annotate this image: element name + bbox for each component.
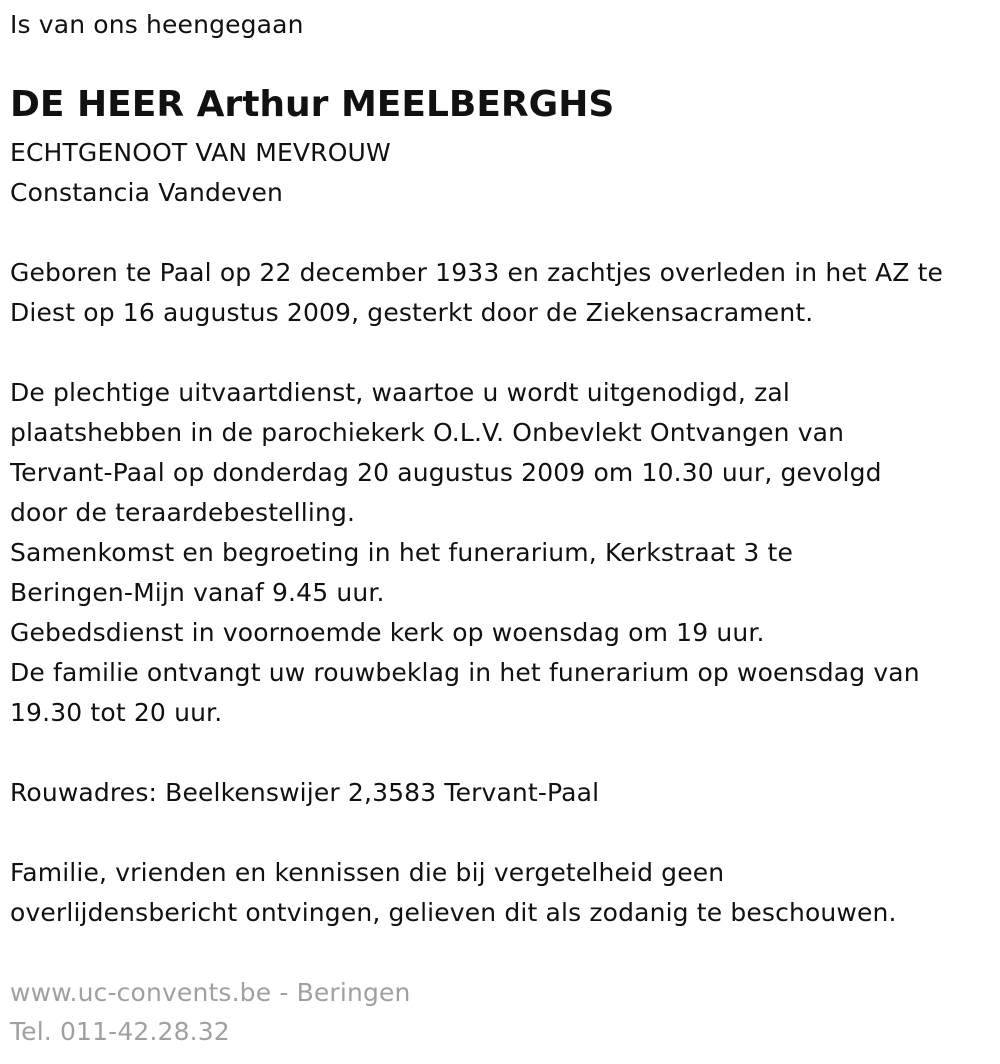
- paragraph-line: Beringen-Mijn vanaf 9.45 uur.: [10, 578, 385, 607]
- paragraph-line: 19.30 tot 20 uur.: [10, 698, 223, 727]
- paragraph-line: Familie, vrienden en kennissen die bij vergetelheid geen: [10, 858, 725, 887]
- paragraph-line: door de teraardebestelling.: [10, 498, 356, 527]
- paragraph-line: De familie ontvangt uw rouwbeklag in het funerarium op woensdag van: [10, 658, 920, 687]
- funeral-service-paragraph: [10, 373, 920, 733]
- paragraph-line: Geboren te Paal op 22 december 1933 en zachtjes overleden in het AZ te: [10, 258, 944, 287]
- footer-phone: Tel. 011-42.28.32: [10, 1017, 230, 1046]
- birth-death-paragraph: [10, 253, 943, 333]
- paragraph-line: De plechtige uitvaartdienst, waartoe u wordt uitgenodigd, zal: [10, 378, 790, 407]
- paragraph-line: plaatshebben in de parochiekerk O.L.V. Onbevlekt Ontvangen van: [10, 418, 845, 447]
- closing-paragraph: [10, 853, 897, 933]
- spouse-line: ECHTGENOOT VAN MEVROUW: [10, 138, 391, 167]
- paragraph-line: Diest op 16 augustus 2009, gesterkt door de Ziekensacrament.: [10, 298, 814, 327]
- footer-website: www.uc-convents.be - Beringen: [10, 978, 411, 1007]
- spouse-name: Constancia Vandeven: [10, 178, 283, 207]
- deceased-name: DE HEER Arthur MEELBERGHS: [10, 84, 615, 125]
- mourning-address: [10, 773, 599, 813]
- address-line: Rouwadres: Beelkenswijer 2,3583 Tervant-Paal: [10, 778, 600, 807]
- paragraph-line: Tervant-Paal op donderdag 20 augustus 2009 om 10.30 uur, gevolgd: [10, 458, 882, 487]
- paragraph-line: Samenkomst en begroeting in het funerarium, Kerkstraat 3 te: [10, 538, 794, 567]
- intro-text: Is van ons heengegaan: [10, 10, 304, 39]
- spouse-block: [10, 133, 391, 213]
- footer: [10, 973, 411, 1051]
- paragraph-line: Gebedsdienst in voornoemde kerk op woensdag om 19 uur.: [10, 618, 765, 647]
- paragraph-line: overlijdensbericht ontvingen, gelieven dit als zodanig te beschouwen.: [10, 898, 897, 927]
